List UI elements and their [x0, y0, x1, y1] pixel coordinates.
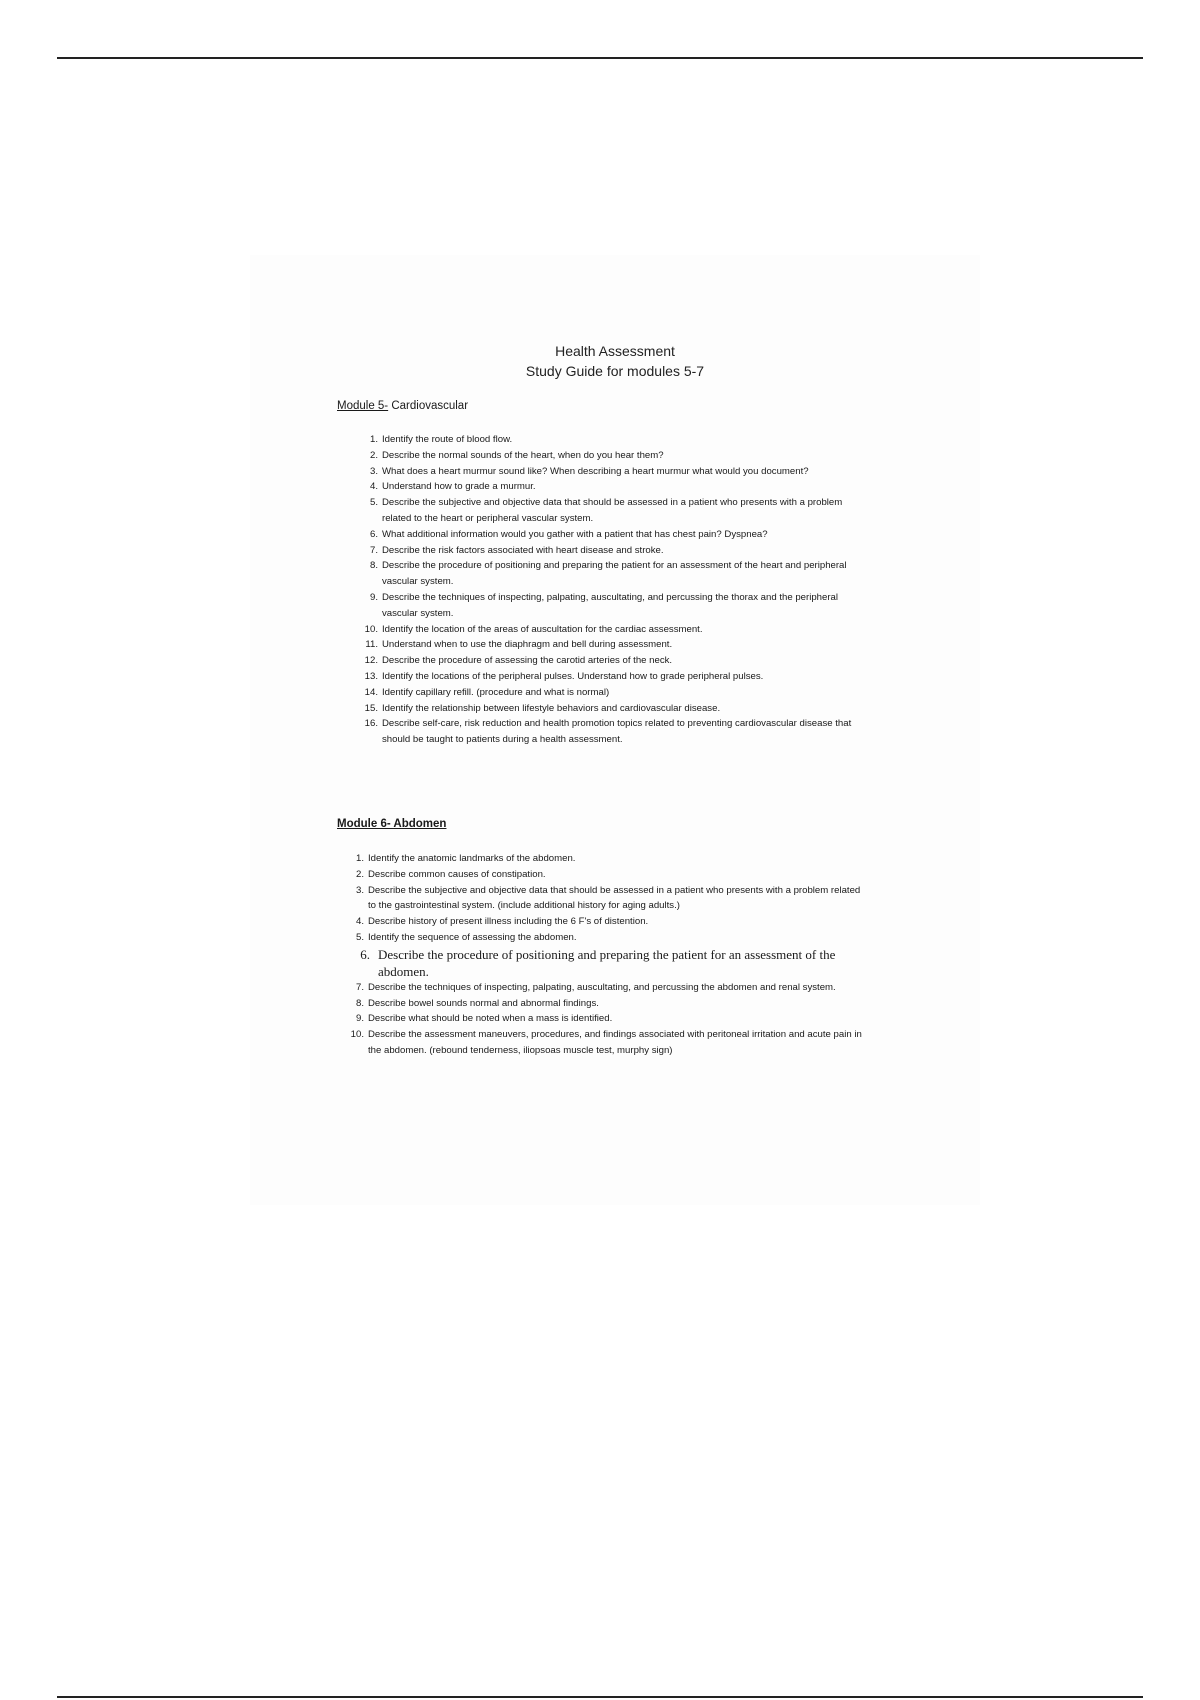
item-number: 4.: [355, 916, 364, 928]
module-5-heading: [337, 400, 468, 412]
list-item: [362, 622, 862, 638]
list-item: [362, 701, 862, 717]
item-text: Understand when to use the diaphragm and bell during assessment.: [382, 639, 673, 651]
item-text: Understand how to grade a murmur.: [382, 481, 536, 493]
item-number: 8.: [369, 560, 378, 572]
item-text: Describe the procedure of positioning and preparing the patient for an assessment of the heart and peripheral vascular system.: [382, 560, 847, 588]
item-number: 7.: [369, 544, 378, 556]
list-item: [348, 1027, 863, 1059]
item-number: 2.: [369, 449, 378, 461]
list-item: [348, 946, 863, 980]
list-item: [362, 495, 862, 527]
item-number: 1.: [369, 434, 378, 445]
item-text: Describe history of present illness including the 6 F's of distention.: [368, 916, 649, 928]
item-text: Describe the normal sounds of the heart, when do you hear them?: [382, 449, 664, 461]
list-item: [362, 448, 862, 464]
item-text: Describe the procedure of positioning and preparing the patient for an assessment of the abdomen.: [378, 946, 836, 979]
item-text: What does a heart murmur sound like? When describing a heart murmur what would you document?: [382, 465, 809, 477]
module-5-heading-topic: Cardiovascular: [388, 400, 469, 412]
item-text: Identify the sequence of assessing the abdomen.: [368, 931, 577, 943]
module-5-question-list: [362, 432, 862, 748]
list-item: [362, 432, 862, 448]
item-number: 3.: [369, 465, 378, 477]
document-title: Health Assessment: [555, 343, 675, 359]
item-number: 9.: [355, 1013, 364, 1025]
list-item: [348, 1011, 863, 1027]
list-item: [362, 590, 862, 622]
module-6-heading: Module 6- Abdomen: [337, 818, 447, 830]
bottom-rule: [57, 1696, 1143, 1698]
list-item: [362, 685, 862, 701]
item-number: 6.: [369, 528, 378, 540]
item-text: Describe self-care, risk reduction and health promotion topics related to preventing cardiovascular disease that should be taught to patients during a health assessment.: [382, 718, 852, 746]
item-number: 9.: [369, 591, 378, 603]
list-item: [362, 479, 862, 495]
top-rule: [57, 57, 1143, 59]
item-text: Describe the techniques of inspecting, palpating, auscultating, and percussing the thorax and the peripheral vascular system.: [382, 591, 838, 619]
item-number: 3.: [355, 884, 364, 896]
list-item: [348, 930, 863, 946]
item-text: Identify the location of the areas of auscultation for the cardiac assessment.: [382, 623, 703, 635]
list-item: [362, 637, 862, 653]
list-item: [348, 883, 863, 915]
list-item: [348, 914, 863, 930]
item-number: 11.: [365, 639, 378, 651]
document-subtitle: Study Guide for modules 5-7: [525, 363, 705, 379]
module-5-heading-prefix: Module 5-: [337, 400, 389, 412]
item-text: Identify the route of blood flow.: [382, 434, 513, 445]
list-item: [362, 716, 862, 748]
item-text: Describe common causes of constipation.: [368, 868, 546, 880]
item-text: Identify the relationship between lifestyle behaviors and cardiovascular disease.: [382, 702, 721, 714]
item-number: 16.: [364, 718, 378, 730]
item-number: 13.: [364, 670, 378, 682]
item-number: 7.: [355, 981, 364, 993]
list-item: [362, 464, 862, 480]
list-item: [348, 980, 863, 996]
item-text: Identify the anatomic landmarks of the abdomen.: [368, 853, 576, 864]
list-item: [362, 669, 862, 685]
item-text: Describe the procedure of assessing the carotid arteries of the neck.: [382, 655, 673, 667]
list-item: [348, 867, 863, 883]
item-number: 12.: [364, 655, 378, 667]
item-number: 8.: [355, 997, 364, 1009]
list-item: [348, 851, 863, 867]
list-item: [362, 527, 862, 543]
item-text: Describe the assessment maneuvers, procedures, and findings associated with peritoneal irritation and acute pain in the abdomen. (rebound tenderness, iliopsoas muscle test, murphy sign): [368, 1029, 862, 1056]
item-number: 5.: [369, 497, 378, 509]
list-item: [362, 558, 862, 590]
item-number: 5.: [355, 931, 364, 943]
item-number: 15.: [364, 702, 378, 714]
item-number: 1.: [355, 853, 364, 864]
item-text: Describe the risk factors associated with heart disease and stroke.: [382, 544, 664, 556]
item-number: 10.: [364, 623, 378, 635]
item-text: Describe bowel sounds normal and abnormal findings.: [368, 997, 599, 1009]
item-text: Describe the techniques of inspecting, palpating, auscultating, and percussing the abdomen and renal system.: [368, 981, 836, 993]
item-text: Describe what should be noted when a mass is identified.: [368, 1013, 613, 1025]
item-number: 14.: [364, 686, 378, 698]
item-number: 10.: [350, 1029, 364, 1041]
list-item: [362, 653, 862, 669]
list-item: [362, 543, 862, 559]
item-number: 4.: [369, 481, 378, 493]
item-number: 2.: [355, 868, 364, 880]
item-text: Identify the locations of the peripheral pulses. Understand how to grade peripheral pulses.: [382, 670, 764, 682]
item-text: What additional information would you gather with a patient that has chest pain? Dyspnea?: [382, 528, 768, 540]
item-text: Describe the subjective and objective data that should be assessed in a patient who presents with a problem related to the gastrointestinal system. (include additional history for aging adults.): [368, 884, 861, 912]
list-item: [348, 996, 863, 1012]
item-text: Identify capillary refill. (procedure and what is normal): [382, 686, 610, 698]
module-6-question-list: [348, 851, 863, 1059]
item-number: 6.: [360, 946, 370, 962]
item-text: Describe the subjective and objective data that should be assessed in a patient who presents with a problem related to the heart or peripheral vascular system.: [382, 497, 843, 524]
